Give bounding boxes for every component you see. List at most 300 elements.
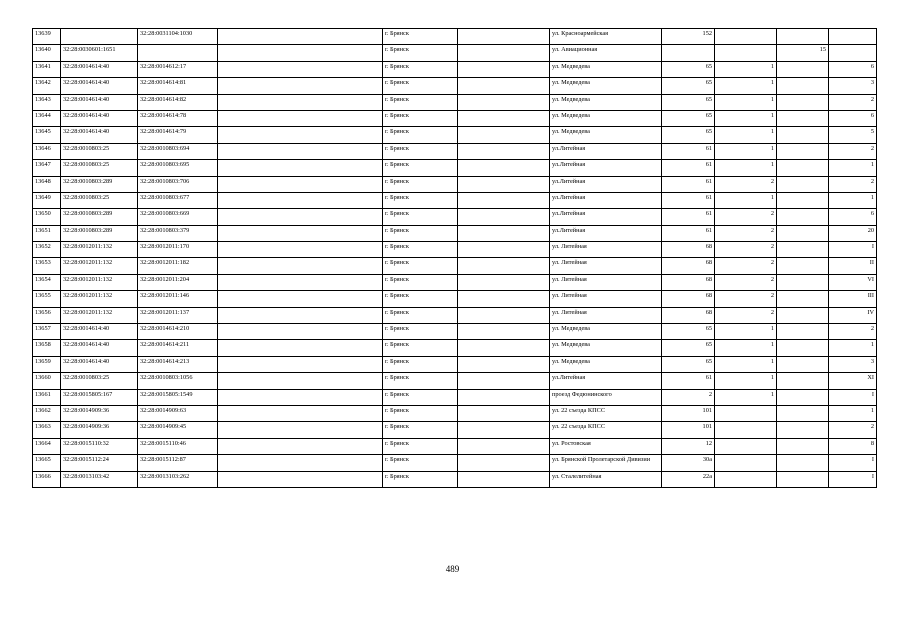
cell-street: ул. Брянской Пролетарской Дивизии bbox=[550, 455, 662, 471]
cell-object-number: 32:28:0012011:137 bbox=[138, 307, 218, 323]
cell-building bbox=[715, 471, 777, 487]
cell-building: 1 bbox=[715, 356, 777, 372]
cell-structure bbox=[777, 110, 829, 126]
cell-city: г. Брянск bbox=[383, 176, 458, 192]
cell-structure bbox=[777, 61, 829, 77]
cell-house-number bbox=[662, 45, 715, 61]
cell-object-number: 32:28:0012011:204 bbox=[138, 274, 218, 290]
cell-street: ул. Красноармейская bbox=[550, 29, 662, 45]
cell-empty-col bbox=[218, 127, 383, 143]
cell-row-id: 13652 bbox=[33, 242, 61, 258]
cell-empty-col-2 bbox=[458, 45, 550, 61]
table-row bbox=[33, 274, 877, 290]
cell-building: 2 bbox=[715, 176, 777, 192]
cell-city: г. Брянск bbox=[383, 94, 458, 110]
cell-empty-col bbox=[218, 225, 383, 241]
cell-empty-col bbox=[218, 94, 383, 110]
table-row bbox=[33, 291, 877, 307]
cell-house-number: 65 bbox=[662, 110, 715, 126]
cell-row-id: 13659 bbox=[33, 356, 61, 372]
cell-empty-col-2 bbox=[458, 110, 550, 126]
cell-empty-col-2 bbox=[458, 340, 550, 356]
cell-building: 1 bbox=[715, 127, 777, 143]
cell-object-number: 32:28:0010803:677 bbox=[138, 192, 218, 208]
cell-object-number: 32:28:0014614:82 bbox=[138, 94, 218, 110]
cell-city: г. Брянск bbox=[383, 324, 458, 340]
cell-structure bbox=[777, 143, 829, 159]
cell-city: г. Брянск bbox=[383, 61, 458, 77]
cell-empty-col bbox=[218, 29, 383, 45]
cell-empty-col-2 bbox=[458, 258, 550, 274]
cell-object-number: 32:28:0031104:1030 bbox=[138, 29, 218, 45]
cell-row-id: 13666 bbox=[33, 471, 61, 487]
cell-house-number: 101 bbox=[662, 422, 715, 438]
cell-structure bbox=[777, 324, 829, 340]
cell-city: г. Брянск bbox=[383, 471, 458, 487]
cell-street: ул. Медведева bbox=[550, 340, 662, 356]
cell-row-id: 13654 bbox=[33, 274, 61, 290]
cell-empty-col bbox=[218, 356, 383, 372]
cell-apartment: 3 bbox=[829, 356, 877, 372]
cell-empty-col bbox=[218, 373, 383, 389]
table-row bbox=[33, 471, 877, 487]
cell-structure bbox=[777, 242, 829, 258]
cell-empty-col-2 bbox=[458, 324, 550, 340]
cell-building: 1 bbox=[715, 110, 777, 126]
cell-apartment: I bbox=[829, 471, 877, 487]
cell-apartment: 2 bbox=[829, 143, 877, 159]
cell-structure bbox=[777, 192, 829, 208]
cell-structure: 15 bbox=[777, 45, 829, 61]
cell-apartment: II bbox=[829, 258, 877, 274]
cell-row-id: 13647 bbox=[33, 160, 61, 176]
cell-structure bbox=[777, 422, 829, 438]
cell-object-number: 32:28:0010803:1056 bbox=[138, 373, 218, 389]
cell-street: ул.Литейная bbox=[550, 176, 662, 192]
cell-row-id: 13655 bbox=[33, 291, 61, 307]
cell-empty-col-2 bbox=[458, 143, 550, 159]
cell-building: 1 bbox=[715, 160, 777, 176]
cell-row-id: 13643 bbox=[33, 94, 61, 110]
cell-building bbox=[715, 438, 777, 454]
cell-empty-col bbox=[218, 209, 383, 225]
cell-apartment: 8 bbox=[829, 438, 877, 454]
cell-object-number: 32:28:0014614:213 bbox=[138, 356, 218, 372]
table-row bbox=[33, 242, 877, 258]
cell-house-number: 61 bbox=[662, 143, 715, 159]
cell-apartment: 1 bbox=[829, 405, 877, 421]
cell-city: г. Брянск bbox=[383, 356, 458, 372]
cell-object-number: 32:28:0012011:182 bbox=[138, 258, 218, 274]
cell-building: 2 bbox=[715, 274, 777, 290]
cell-house-number: 61 bbox=[662, 209, 715, 225]
cell-parcel-number: 32:28:0014614:40 bbox=[61, 78, 138, 94]
table-row bbox=[33, 258, 877, 274]
cell-street: ул.Литейная bbox=[550, 143, 662, 159]
cell-street: ул. Медведева bbox=[550, 356, 662, 372]
cell-structure bbox=[777, 455, 829, 471]
cell-city: г. Брянск bbox=[383, 373, 458, 389]
cell-street: ул. Сталелитейная bbox=[550, 471, 662, 487]
cell-empty-col-2 bbox=[458, 389, 550, 405]
cell-parcel-number: 32:28:0013103:42 bbox=[61, 471, 138, 487]
cell-empty-col bbox=[218, 192, 383, 208]
cell-object-number: 32:28:0014614:78 bbox=[138, 110, 218, 126]
cell-empty-col bbox=[218, 438, 383, 454]
cell-structure bbox=[777, 274, 829, 290]
cell-object-number: 32:28:0010803:669 bbox=[138, 209, 218, 225]
cell-empty-col bbox=[218, 324, 383, 340]
cell-apartment bbox=[829, 45, 877, 61]
cell-empty-col bbox=[218, 110, 383, 126]
cell-street: ул. Литейная bbox=[550, 291, 662, 307]
cell-structure bbox=[777, 78, 829, 94]
cell-apartment bbox=[829, 29, 877, 45]
cell-empty-col bbox=[218, 389, 383, 405]
cell-structure bbox=[777, 258, 829, 274]
cell-street: ул. Медведева bbox=[550, 110, 662, 126]
cell-parcel-number: 32:28:0010803:25 bbox=[61, 192, 138, 208]
cell-parcel-number: 32:28:0015112:24 bbox=[61, 455, 138, 471]
cell-apartment: 6 bbox=[829, 110, 877, 126]
cell-house-number: 61 bbox=[662, 225, 715, 241]
cell-parcel-number: 32:28:0015110:32 bbox=[61, 438, 138, 454]
cell-object-number: 32:28:0014614:211 bbox=[138, 340, 218, 356]
cell-city: г. Брянск bbox=[383, 78, 458, 94]
cell-object-number: 32:28:0012011:146 bbox=[138, 291, 218, 307]
cell-parcel-number: 32:28:0014614:40 bbox=[61, 356, 138, 372]
cell-structure bbox=[777, 209, 829, 225]
cell-empty-col-2 bbox=[458, 291, 550, 307]
cell-building bbox=[715, 405, 777, 421]
cell-parcel-number: 32:28:0012011:132 bbox=[61, 291, 138, 307]
table-row bbox=[33, 160, 877, 176]
cell-apartment: 3 bbox=[829, 78, 877, 94]
cell-row-id: 13644 bbox=[33, 110, 61, 126]
cell-row-id: 13642 bbox=[33, 78, 61, 94]
cell-structure bbox=[777, 29, 829, 45]
cell-apartment: 2 bbox=[829, 176, 877, 192]
cell-empty-col-2 bbox=[458, 94, 550, 110]
cell-street: ул. Литейная bbox=[550, 274, 662, 290]
cell-parcel-number: 32:28:0014614:40 bbox=[61, 340, 138, 356]
cell-house-number: 61 bbox=[662, 373, 715, 389]
cell-apartment: 6 bbox=[829, 209, 877, 225]
cell-apartment: III bbox=[829, 291, 877, 307]
cell-city: г. Брянск bbox=[383, 242, 458, 258]
cell-apartment: XI bbox=[829, 373, 877, 389]
cell-empty-col bbox=[218, 176, 383, 192]
cell-city: г. Брянск bbox=[383, 209, 458, 225]
cell-empty-col bbox=[218, 242, 383, 258]
cell-building bbox=[715, 45, 777, 61]
cell-parcel-number: 32:28:0014614:40 bbox=[61, 61, 138, 77]
cell-structure bbox=[777, 176, 829, 192]
register-table bbox=[32, 28, 877, 488]
table-row bbox=[33, 94, 877, 110]
cell-row-id: 13641 bbox=[33, 61, 61, 77]
cell-parcel-number: 32:28:0010803:25 bbox=[61, 143, 138, 159]
cell-empty-col bbox=[218, 340, 383, 356]
cell-object-number: 32:28:0014909:63 bbox=[138, 405, 218, 421]
table-row bbox=[33, 324, 877, 340]
cell-empty-col bbox=[218, 45, 383, 61]
cell-parcel-number: 32:28:0014614:40 bbox=[61, 110, 138, 126]
cell-row-id: 13661 bbox=[33, 389, 61, 405]
cell-empty-col-2 bbox=[458, 274, 550, 290]
cell-empty-col bbox=[218, 291, 383, 307]
cell-empty-col-2 bbox=[458, 225, 550, 241]
cell-street: ул. Литейная bbox=[550, 258, 662, 274]
cell-apartment: I bbox=[829, 389, 877, 405]
cell-house-number: 68 bbox=[662, 291, 715, 307]
cell-house-number: 65 bbox=[662, 78, 715, 94]
cell-building bbox=[715, 455, 777, 471]
cell-apartment: 5 bbox=[829, 127, 877, 143]
cell-house-number: 61 bbox=[662, 160, 715, 176]
cell-object-number: 32:28:0015112:87 bbox=[138, 455, 218, 471]
cell-house-number: 2 bbox=[662, 389, 715, 405]
cell-street: ул.Литейная bbox=[550, 373, 662, 389]
cell-house-number: 22а bbox=[662, 471, 715, 487]
cell-building: 1 bbox=[715, 373, 777, 389]
cell-parcel-number: 32:28:0010803:289 bbox=[61, 209, 138, 225]
cell-apartment: 2 bbox=[829, 324, 877, 340]
cell-structure bbox=[777, 373, 829, 389]
cell-building: 2 bbox=[715, 242, 777, 258]
cell-parcel-number: 32:28:0010803:289 bbox=[61, 176, 138, 192]
cell-row-id: 13648 bbox=[33, 176, 61, 192]
cell-empty-col bbox=[218, 160, 383, 176]
cell-row-id: 13649 bbox=[33, 192, 61, 208]
cell-street: ул. Авиационная bbox=[550, 45, 662, 61]
cell-parcel-number: 32:28:0015805:167 bbox=[61, 389, 138, 405]
cell-house-number: 12 bbox=[662, 438, 715, 454]
cell-street: ул. Литейная bbox=[550, 307, 662, 323]
cell-parcel-number: 32:28:0012011:132 bbox=[61, 274, 138, 290]
table-row bbox=[33, 225, 877, 241]
cell-building bbox=[715, 422, 777, 438]
cell-building: 1 bbox=[715, 61, 777, 77]
cell-apartment: VI bbox=[829, 274, 877, 290]
table-row bbox=[33, 340, 877, 356]
cell-city: г. Брянск bbox=[383, 143, 458, 159]
cell-empty-col-2 bbox=[458, 242, 550, 258]
cell-building: 1 bbox=[715, 324, 777, 340]
cell-building bbox=[715, 29, 777, 45]
cell-empty-col-2 bbox=[458, 209, 550, 225]
cell-parcel-number: 32:28:0014614:40 bbox=[61, 94, 138, 110]
cell-city: г. Брянск bbox=[383, 192, 458, 208]
cell-empty-col bbox=[218, 455, 383, 471]
table-row bbox=[33, 143, 877, 159]
table-row bbox=[33, 455, 877, 471]
cell-house-number: 65 bbox=[662, 61, 715, 77]
cell-structure bbox=[777, 307, 829, 323]
cell-row-id: 13646 bbox=[33, 143, 61, 159]
cell-apartment: 1 bbox=[829, 192, 877, 208]
cell-row-id: 13660 bbox=[33, 373, 61, 389]
cell-building: 1 bbox=[715, 340, 777, 356]
table-row bbox=[33, 373, 877, 389]
cell-row-id: 13653 bbox=[33, 258, 61, 274]
table-row bbox=[33, 438, 877, 454]
cell-building: 1 bbox=[715, 94, 777, 110]
cell-city: г. Брянск bbox=[383, 438, 458, 454]
cell-street: ул. Медведева bbox=[550, 94, 662, 110]
table-row bbox=[33, 127, 877, 143]
cell-parcel-number: 32:28:0012011:132 bbox=[61, 258, 138, 274]
cell-parcel-number: 32:28:0010803:25 bbox=[61, 160, 138, 176]
cell-row-id: 13645 bbox=[33, 127, 61, 143]
cell-building: 2 bbox=[715, 307, 777, 323]
cell-building: 1 bbox=[715, 143, 777, 159]
cell-empty-col-2 bbox=[458, 29, 550, 45]
cell-house-number: 101 bbox=[662, 405, 715, 421]
cell-house-number: 61 bbox=[662, 176, 715, 192]
cell-structure bbox=[777, 291, 829, 307]
cell-street: ул.Литейная bbox=[550, 209, 662, 225]
table-row bbox=[33, 405, 877, 421]
cell-street: ул. 22 съезда КПСС bbox=[550, 422, 662, 438]
cell-row-id: 13639 bbox=[33, 29, 61, 45]
table-row bbox=[33, 29, 877, 45]
cell-structure bbox=[777, 94, 829, 110]
cell-parcel-number: 32:28:0012011:132 bbox=[61, 307, 138, 323]
cell-structure bbox=[777, 356, 829, 372]
cell-house-number: 68 bbox=[662, 307, 715, 323]
cell-empty-col-2 bbox=[458, 176, 550, 192]
cell-structure bbox=[777, 389, 829, 405]
cell-building: 2 bbox=[715, 291, 777, 307]
cell-row-id: 13656 bbox=[33, 307, 61, 323]
cell-empty-col bbox=[218, 307, 383, 323]
table-row bbox=[33, 356, 877, 372]
cell-empty-col bbox=[218, 143, 383, 159]
cell-street: ул. 22 съезда КПСС bbox=[550, 405, 662, 421]
cell-parcel-number: 32:28:0030601:1651 bbox=[61, 45, 138, 61]
cell-parcel-number: 32:28:0014909:36 bbox=[61, 422, 138, 438]
cell-apartment: I bbox=[829, 242, 877, 258]
cell-empty-col bbox=[218, 78, 383, 94]
cell-city: г. Брянск bbox=[383, 225, 458, 241]
cell-empty-col-2 bbox=[458, 160, 550, 176]
cell-parcel-number: 32:28:0014614:40 bbox=[61, 127, 138, 143]
cell-row-id: 13662 bbox=[33, 405, 61, 421]
cell-empty-col bbox=[218, 471, 383, 487]
cell-object-number: 32:28:0010803:706 bbox=[138, 176, 218, 192]
cell-object-number: 32:28:0010803:695 bbox=[138, 160, 218, 176]
table-row bbox=[33, 61, 877, 77]
cell-city: г. Брянск bbox=[383, 307, 458, 323]
cell-street: ул. Ростовская bbox=[550, 438, 662, 454]
cell-city: г. Брянск bbox=[383, 291, 458, 307]
cell-house-number: 68 bbox=[662, 274, 715, 290]
cell-row-id: 13640 bbox=[33, 45, 61, 61]
cell-empty-col-2 bbox=[458, 192, 550, 208]
cell-row-id: 13664 bbox=[33, 438, 61, 454]
cell-empty-col-2 bbox=[458, 127, 550, 143]
cell-building: 2 bbox=[715, 209, 777, 225]
cell-empty-col-2 bbox=[458, 455, 550, 471]
table-row bbox=[33, 45, 877, 61]
cell-apartment: 2 bbox=[829, 422, 877, 438]
cell-empty-col-2 bbox=[458, 78, 550, 94]
cell-street: ул.Литейная bbox=[550, 225, 662, 241]
cell-building: 2 bbox=[715, 258, 777, 274]
table-row bbox=[33, 176, 877, 192]
table-row bbox=[33, 307, 877, 323]
cell-building: 2 bbox=[715, 225, 777, 241]
cell-apartment: 6 bbox=[829, 61, 877, 77]
cell-object-number: 32:28:0015805:1549 bbox=[138, 389, 218, 405]
cell-house-number: 65 bbox=[662, 340, 715, 356]
cell-city: г. Брянск bbox=[383, 258, 458, 274]
cell-house-number: 61 bbox=[662, 192, 715, 208]
cell-building: 1 bbox=[715, 389, 777, 405]
cell-house-number: 65 bbox=[662, 324, 715, 340]
cell-row-id: 13658 bbox=[33, 340, 61, 356]
table-row bbox=[33, 209, 877, 225]
cell-object-number: 32:28:0010803:379 bbox=[138, 225, 218, 241]
cell-object-number: 32:28:0014614:210 bbox=[138, 324, 218, 340]
cell-row-id: 13663 bbox=[33, 422, 61, 438]
cell-apartment: 2 bbox=[829, 94, 877, 110]
cell-city: г. Брянск bbox=[383, 405, 458, 421]
cell-street: ул.Литейная bbox=[550, 160, 662, 176]
cell-apartment: 1 bbox=[829, 160, 877, 176]
page-number: 489 bbox=[445, 564, 460, 574]
cell-empty-col-2 bbox=[458, 356, 550, 372]
cell-city: г. Брянск bbox=[383, 389, 458, 405]
cell-city: г. Брянск bbox=[383, 110, 458, 126]
cell-object-number: 32:28:0014612:17 bbox=[138, 61, 218, 77]
cell-object-number: 32:28:0014614:79 bbox=[138, 127, 218, 143]
cell-city: г. Брянск bbox=[383, 274, 458, 290]
cell-structure bbox=[777, 340, 829, 356]
cell-house-number: 68 bbox=[662, 258, 715, 274]
cell-parcel-number bbox=[61, 29, 138, 45]
cell-parcel-number: 32:28:0014909:36 bbox=[61, 405, 138, 421]
cell-empty-col-2 bbox=[458, 307, 550, 323]
cell-row-id: 13657 bbox=[33, 324, 61, 340]
cell-empty-col bbox=[218, 61, 383, 77]
cell-house-number: 65 bbox=[662, 94, 715, 110]
cell-parcel-number: 32:28:0012011:132 bbox=[61, 242, 138, 258]
cell-row-id: 13650 bbox=[33, 209, 61, 225]
cell-empty-col bbox=[218, 405, 383, 421]
cell-object-number: 32:28:0012011:170 bbox=[138, 242, 218, 258]
cell-street: ул.Литейная bbox=[550, 192, 662, 208]
cell-object-number bbox=[138, 45, 218, 61]
table-row bbox=[33, 110, 877, 126]
cell-street: ул. Медведева bbox=[550, 78, 662, 94]
cell-house-number: 152 bbox=[662, 29, 715, 45]
cell-object-number: 32:28:0014909:45 bbox=[138, 422, 218, 438]
cell-empty-col-2 bbox=[458, 405, 550, 421]
table-body bbox=[33, 29, 877, 488]
cell-city: г. Брянск bbox=[383, 29, 458, 45]
table-row bbox=[33, 192, 877, 208]
cell-house-number: 65 bbox=[662, 356, 715, 372]
cell-apartment: IV bbox=[829, 307, 877, 323]
cell-apartment: 20 bbox=[829, 225, 877, 241]
cell-empty-col-2 bbox=[458, 373, 550, 389]
cell-structure bbox=[777, 160, 829, 176]
cell-building: 1 bbox=[715, 78, 777, 94]
cell-structure bbox=[777, 127, 829, 143]
cell-parcel-number: 32:28:0010803:25 bbox=[61, 373, 138, 389]
